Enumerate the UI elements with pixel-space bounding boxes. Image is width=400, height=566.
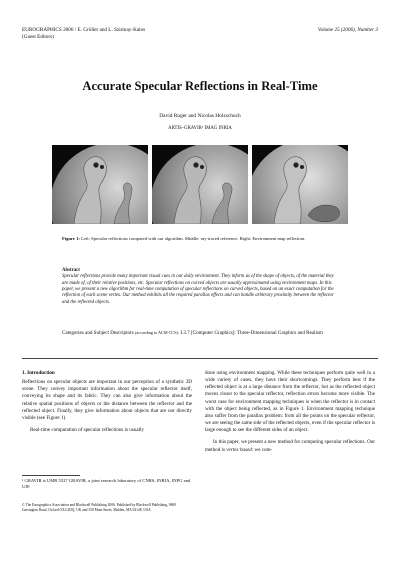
- intro-paragraph-2: Real-time computation of specular reflections is usually: [30, 427, 145, 434]
- editors-line: (Guest Editors): [22, 33, 54, 40]
- footnote-rule: [22, 475, 80, 476]
- right-paragraph-2-start: In this paper, we present a new method for computing specular reflections. Our method is: [205, 439, 375, 453]
- figure-panel-ours: [52, 145, 148, 224]
- authors: David Roger and Nicolas Holzschuch: [159, 113, 241, 119]
- paper-title: Accurate Specular Reflections in Real-Time: [82, 79, 318, 93]
- abstract: [62, 268, 338, 306]
- right-paragraph-2-end: : we com-: [251, 446, 273, 453]
- running-header-left: [22, 27, 222, 40]
- section-divider: [22, 358, 378, 359]
- section-heading-introduction: 1. Introduction: [22, 370, 55, 376]
- emphasis-vertex-based: vertex based: [226, 446, 252, 453]
- intro-paragraph-1: Reflections on specular objects are important in our perception of a synthetic 3D scene. They convey important information about the specular reflector itself, conveying its shape and its fabric. They can also give information about the relative spatial positions of objects or the distance between the reflector and the reflected object. Finally, they give information about objects that are not directly visible (see Figure 1).: [22, 379, 192, 421]
- abstract-text: Specular reflections provide many important visual cues in our daily environment. They inform us of the shape of objects, of the material they are made of, of their relative positions, etc. Specular reflections on curved objects are usually approximated using environment maps. In this paper, we present a new algorithm for real-time computation of specular reflections on curved objects, based on an exact computation for the reflection of each scene vertex. Our method exhibits all the required parallax effects and can handle arbitrary proximity between the reflector and the reflected objects.: [62, 274, 334, 305]
- conference-line: EUROGRAPHICS 2006 / E. Gröller and L. Szirmay-Kalos: [22, 27, 146, 33]
- copyright-notice: © The Eurographics Association and Blackwell Publishing 2006. Published by Blackwell Publishing, 9600 Garsington Road, Oxford OX4 2DQ, UK and 350 Main Street, Malden, MA 02148, USA.: [22, 503, 176, 512]
- figure-panel-envmap: [252, 145, 348, 224]
- caption-text: Left: Specular reflections computed with our algorithm. Middle: ray-traced reference. Right: Environment map reflection.: [81, 236, 306, 241]
- right-paragraph-1: done using environment mapping. While these techniques perform quite well in a wide variety of cases, they have their shortcomings. They perform best if the reflected object is at a large distance from the reflector, but as the reflected object moves closer to the specular reflector, reflection errors become more visible. The worst case for environment mapping techniques is when the reflector is in contact with the object being reflected, as in Figure 1. Environment mapping technique also suffer from the parallax problem: from all the points on the specular reflector, we are seeing the same side of the reflected objects, even if the specular reflector is large enough to see the different sides of an object.: [205, 370, 375, 434]
- caption-label: Figure 1:: [62, 236, 80, 241]
- categories-small: (according to ACM CCS):: [135, 330, 180, 335]
- categories-label: Categories and Subject Descriptors: [62, 330, 134, 336]
- running-header-right: Volume 25 (2006), Number 3: [317, 27, 378, 33]
- left-column: [22, 370, 192, 434]
- affiliation: ARTIS–GRAVIR¹ IMAG INRIA: [168, 126, 232, 131]
- figure-panel-raytraced: [152, 145, 248, 224]
- categories-descriptors: [62, 329, 338, 337]
- right-paragraph-2: [205, 439, 375, 453]
- teaser-figure: [52, 145, 348, 224]
- right-column: [205, 370, 375, 454]
- figure-caption: [62, 236, 352, 242]
- footnote: ¹ GRAVIR is UMR 5527 GRAVIR, a joint research laboratory of CNRS, INRIA, INPG and UJF.: [22, 478, 191, 489]
- categories-text: I.3.7 [Computer Graphics]: Three-Dimensional Graphics and Realism: [180, 330, 323, 336]
- abstract-heading: Abstract: [62, 268, 80, 273]
